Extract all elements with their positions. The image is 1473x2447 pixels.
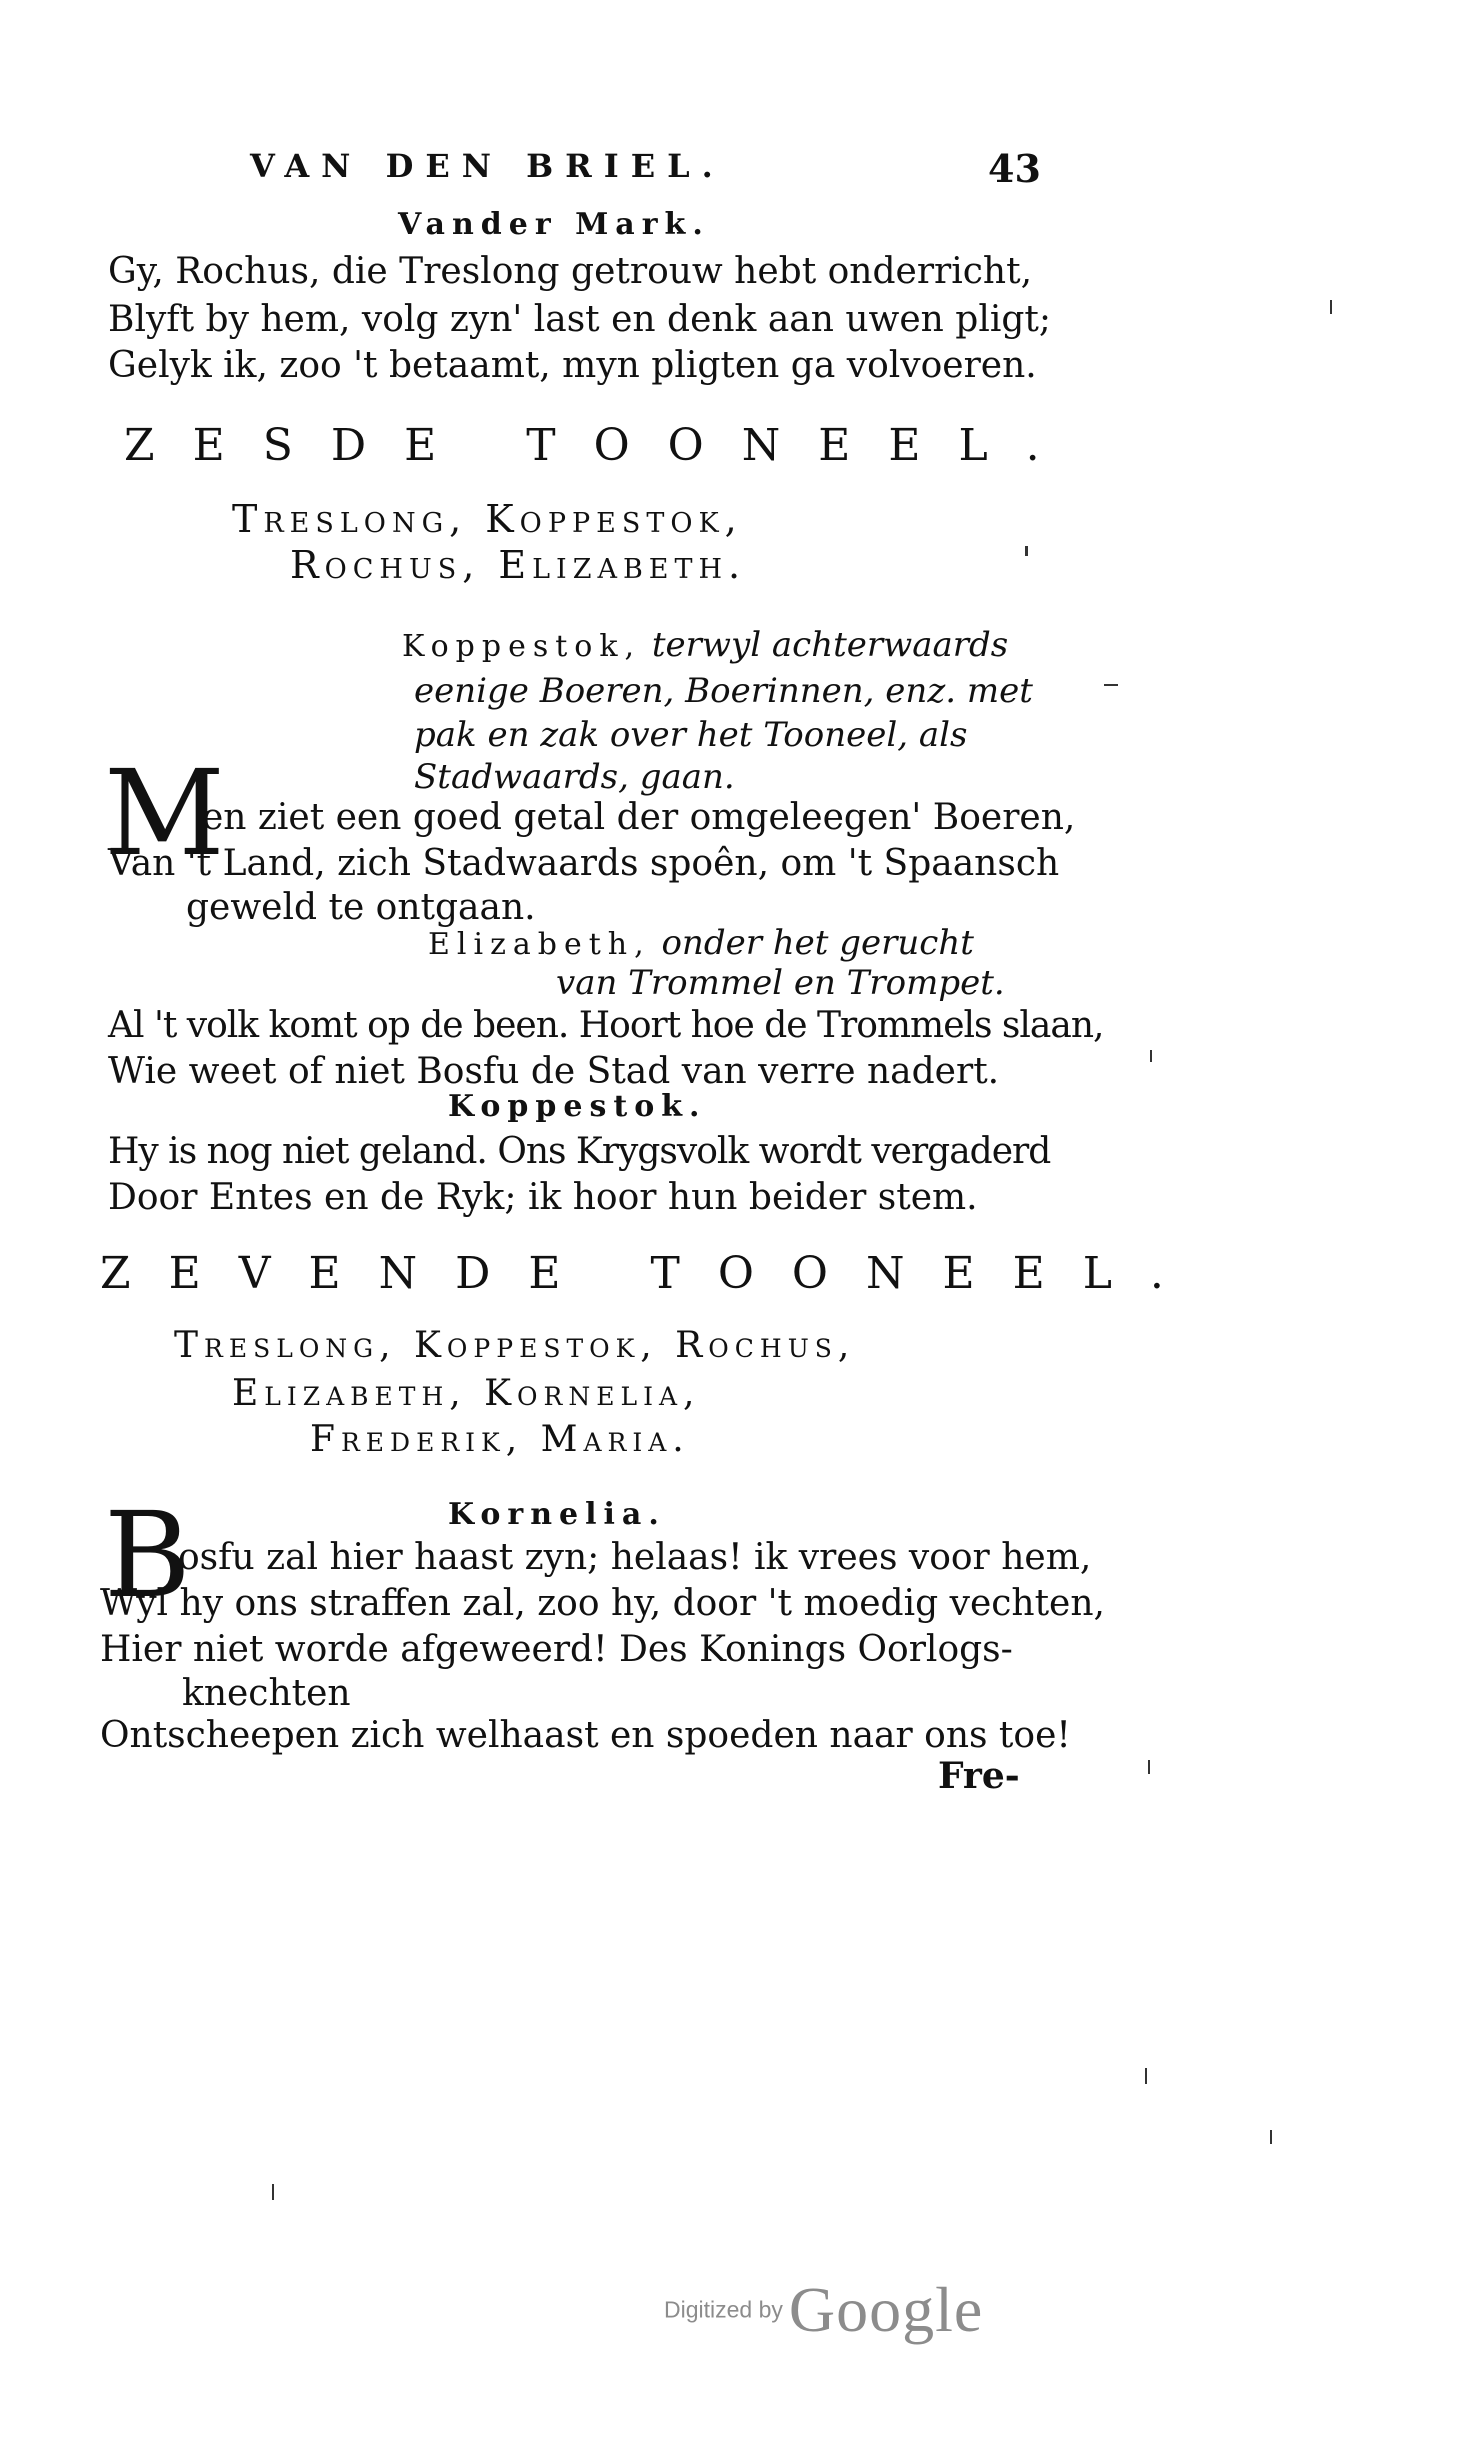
drop-cap: M xyxy=(104,744,225,882)
stage-direction-text: onder het gerucht xyxy=(650,923,974,963)
scan-speck xyxy=(272,2184,274,2200)
stage-direction xyxy=(402,625,1009,665)
verse-line: Van 't Land, zich Stadwaards spoên, om 't Spaansch xyxy=(108,843,1060,884)
digitization-watermark xyxy=(664,2273,983,2347)
verse-line: Wyl hy ons straffen zal, zoo hy, door 't moedig vechten, xyxy=(100,1583,1105,1624)
scan-speck xyxy=(1104,684,1118,686)
scan-speck xyxy=(1148,1760,1150,1774)
stage-direction-text: terwyl achterwaards xyxy=(641,625,1009,665)
verse-line: en ziet een goed getal der omgeleegen' Boeren, xyxy=(202,797,1076,838)
stage-direction-line: eenige Boeren, Boerinnen, enz. met xyxy=(414,671,1033,711)
cast-list: Rochus, Elizabeth. xyxy=(290,543,747,587)
verse-line: Blyft by hem, volg zyn' last en denk aan uwen pligt; xyxy=(108,299,1052,340)
scan-speck xyxy=(1145,2068,1147,2084)
page-number: 43 xyxy=(988,146,1041,191)
verse-line: osfu zal hier haast zyn; helaas! ik vrees voor hem, xyxy=(178,1537,1092,1578)
scan-speck xyxy=(1330,300,1332,314)
running-title: VAN DEN BRIEL. xyxy=(250,147,725,185)
speaker-koppestok: Koppestok. xyxy=(448,1089,707,1124)
stage-direction-speaker: Elizabeth, xyxy=(428,927,651,962)
watermark-prefix: Digitized by xyxy=(664,2296,783,2323)
drop-cap: B xyxy=(104,1486,191,1624)
stage-direction-line: pak en zak over het Tooneel, als xyxy=(414,715,968,755)
verse-line: Hier niet worde afgeweerd! Des Konings Oorlogs- xyxy=(100,1629,1013,1670)
google-logo: Google xyxy=(788,2274,984,2345)
speaker-kornelia: Kornelia. xyxy=(448,1497,666,1532)
stage-direction xyxy=(428,923,974,963)
scan-speck xyxy=(1025,546,1028,556)
scan-speck xyxy=(1270,2130,1272,2144)
verse-line: Wie weet of niet Bosfu de Stad van verre nadert. xyxy=(108,1051,1000,1092)
stage-direction-line: van Trommel en Trompet. xyxy=(556,963,1005,1003)
cast-list: Treslong, Koppestok, xyxy=(232,497,743,541)
scene-heading: ZESDE TOONEEL. xyxy=(124,420,1078,471)
verse-line: geweld te ontgaan. xyxy=(186,887,536,928)
verse-line: knechten xyxy=(182,1673,351,1714)
cast-list: Frederik, Maria. xyxy=(310,1419,690,1460)
verse-line: Gelyk ik, zoo 't betaamt, myn pligten ga volvoeren. xyxy=(108,345,1037,386)
stage-direction-line: Stadwaards, gaan. xyxy=(414,757,735,797)
verse-line: Door Entes en de Ryk; ik hoor hun beider stem. xyxy=(108,1177,978,1218)
scan-speck xyxy=(1150,1050,1152,1062)
speaker-vander-mark: Vander Mark. xyxy=(398,207,710,242)
cast-list: Treslong, Koppestok, Rochus, xyxy=(174,1325,856,1366)
verse-line: Ontscheepen zich welhaast en spoeden naar ons toe! xyxy=(100,1715,1071,1756)
verse-line: Al 't volk komt op de been. Hoort hoe de Trommels slaan, xyxy=(108,1005,1104,1046)
verse-line: Gy, Rochus, die Treslong getrouw hebt onderricht, xyxy=(108,251,1033,292)
catchword: Fre- xyxy=(938,1755,1020,1797)
cast-list: Elizabeth, Kornelia, xyxy=(232,1373,701,1414)
verse-line: Hy is nog niet geland. Ons Krygsvolk wordt vergaderd xyxy=(108,1131,1051,1172)
stage-direction-speaker: Koppestok, xyxy=(402,629,642,664)
scene-heading: ZEVENDE TOONEEL. xyxy=(100,1248,1202,1299)
